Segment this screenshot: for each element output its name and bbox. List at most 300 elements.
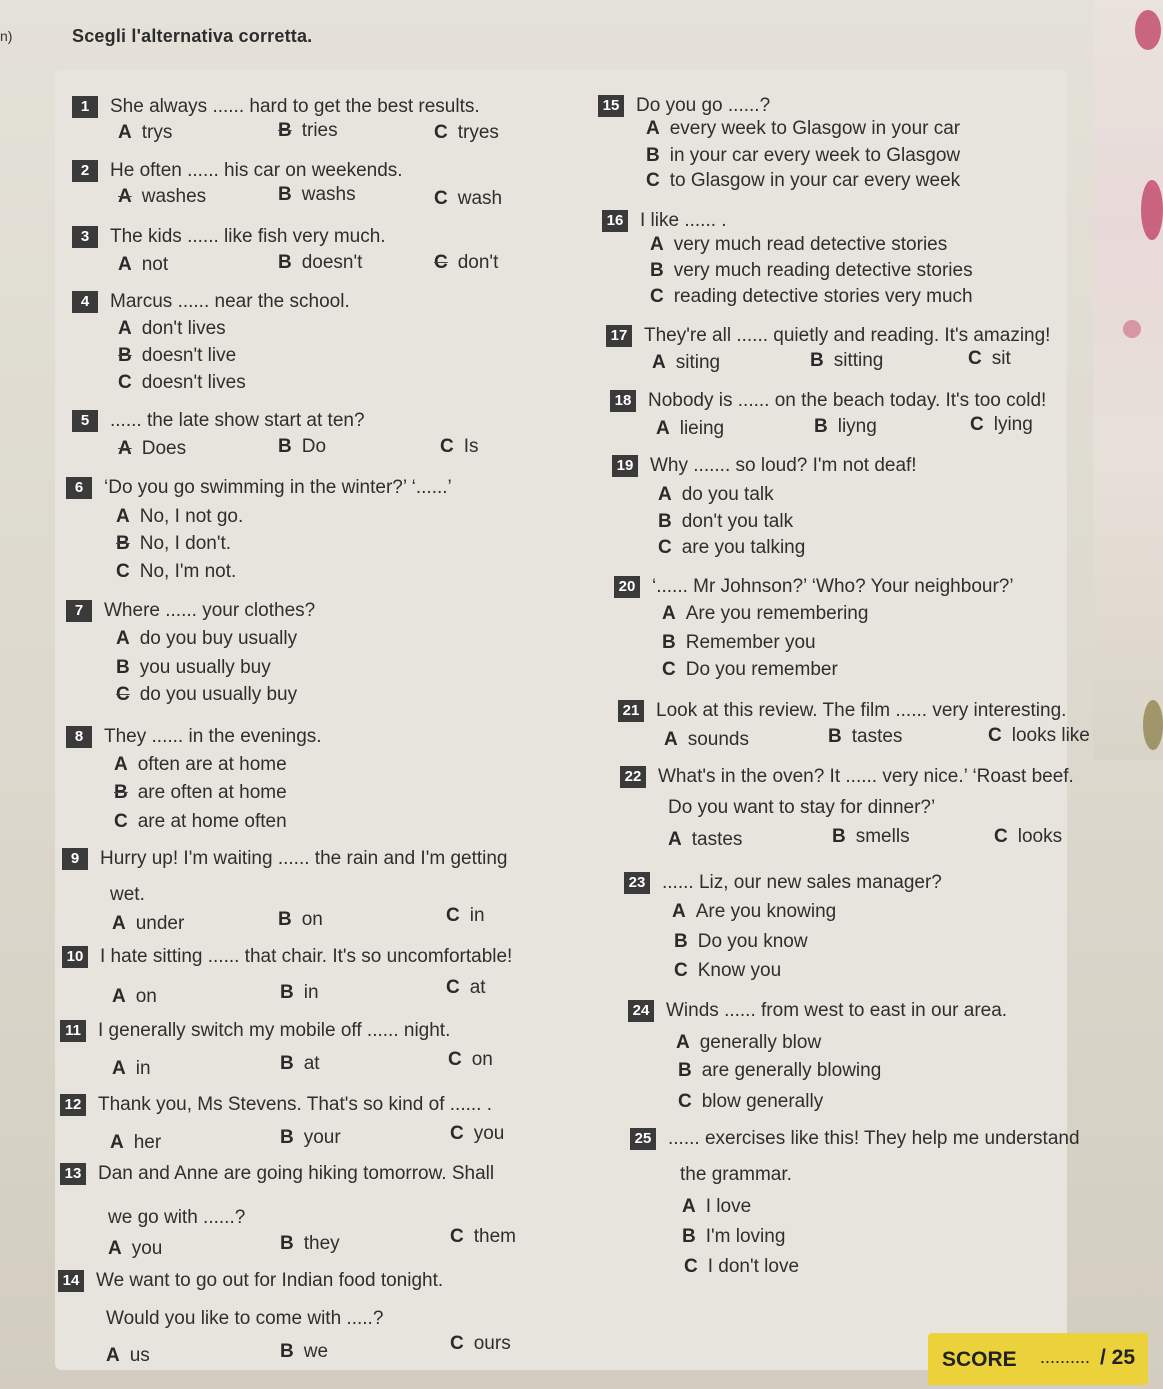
question-number-box: 21 [618,700,644,722]
option-letter: A [652,352,666,373]
option-letter: C [674,960,688,981]
option-letter: C [450,1123,464,1144]
option-text: generally blow [699,1032,822,1053]
option-text: blow generally [701,1091,824,1112]
question-text: Winds ...... from west to east in our area. [666,1000,1008,1021]
question-number-box: 7 [66,600,92,622]
answer-option-b[interactable] [674,931,808,953]
option-letter: A [668,829,682,850]
answer-option-b[interactable] [278,120,338,142]
option-letter: C [662,659,676,680]
answer-option-a[interactable] [682,1196,751,1218]
answer-option-c[interactable] [658,537,805,559]
answer-option-a[interactable] [112,1058,151,1080]
option-letter: B [810,350,824,371]
question-number-box: 9 [62,848,88,870]
option-letter: A [118,438,132,459]
option-text: us [129,1345,150,1366]
option-letter: B [832,826,846,847]
question-6 [66,477,452,499]
option-text: on [471,1049,493,1070]
option-text: doesn't live [141,345,237,366]
option-text: in your car every week to Glasgow [669,145,961,166]
question-text: They're all ...... quietly and reading. It's amazing! [644,325,1051,346]
question-18 [610,390,1046,412]
question-4 [72,291,350,313]
option-letter: C [988,725,1002,746]
option-letter: B [814,416,828,437]
option-text: very much reading detective stories [673,260,973,281]
option-text: Know you [697,960,782,981]
question-number-box: 11 [60,1020,86,1042]
option-text: Is [463,436,479,457]
option-text: don't lives [141,318,226,339]
answer-option-c[interactable] [650,286,973,308]
option-letter: A [646,118,660,139]
option-letter: A [112,986,126,1007]
answer-option-a[interactable] [118,254,168,276]
option-letter: B [278,436,292,457]
question-text: I generally switch my mobile off ...... night. [98,1020,451,1041]
answer-option-c[interactable] [434,122,499,144]
option-text: trys [141,122,173,143]
option-letter: C [994,826,1008,847]
option-text: I love [705,1196,752,1217]
answer-option-c[interactable] [646,170,960,192]
option-text: lieing [679,418,725,439]
question-text: I like ...... . [640,210,727,231]
answer-option-a[interactable] [106,1345,150,1367]
answer-option-c[interactable] [434,188,502,210]
question-number-box: 25 [630,1128,656,1150]
question-number-box: 4 [72,291,98,313]
option-text: you [473,1123,505,1144]
option-text: they [303,1233,340,1254]
option-letter: A [676,1032,690,1053]
option-text: not [141,254,169,275]
option-text: tastes [851,726,903,747]
question-text: Hurry up! I'm waiting ...... the rain and I'm getting [100,848,508,869]
option-letter: A [112,1058,126,1079]
option-letter: C [968,348,982,369]
question-8 [66,726,322,748]
answer-option-b[interactable] [280,1233,340,1255]
option-text: you usually buy [139,657,271,678]
answer-option-b[interactable] [810,350,883,372]
answer-option-c[interactable] [970,414,1033,436]
answer-option-c[interactable] [684,1256,799,1278]
option-letter: A [118,318,132,339]
question-text: ...... exercises like this! They help me understand [668,1128,1080,1149]
score-label: SCORE [942,1348,1017,1371]
option-letter: B [278,184,292,205]
question-number-box: 6 [66,477,92,499]
option-letter: A [664,729,678,750]
option-letter: C [118,372,132,393]
answer-option-a[interactable] [662,603,868,625]
question-text: Dan and Anne are going hiking tomorrow. Shall [98,1163,495,1184]
option-letter: C [440,436,454,457]
answer-option-c[interactable] [450,1123,504,1145]
answer-option-c[interactable] [662,659,838,681]
answer-option-b[interactable] [280,1127,341,1149]
option-letter: B [280,1127,294,1148]
option-text: doesn't [301,252,363,273]
answer-option-b[interactable] [662,632,816,654]
flower-decoration [1093,0,1163,760]
option-text: them [473,1226,516,1247]
answer-option-a[interactable] [676,1032,821,1054]
question-12 [60,1094,492,1116]
option-letter: C [450,1226,464,1247]
option-letter: B [682,1226,696,1247]
question-number-box: 23 [624,872,650,894]
question-1 [72,96,480,118]
option-letter: C [116,561,130,582]
answer-option-b[interactable] [828,726,902,748]
question-text: Nobody is ...... on the beach today. It's too cold! [648,390,1047,411]
answer-option-a[interactable] [110,1132,161,1154]
score-box [928,1333,1148,1385]
option-letter: A [656,418,670,439]
answer-option-a[interactable] [646,118,960,140]
answer-option-a[interactable] [112,913,184,935]
question-16 [602,210,727,232]
option-letter: B [650,260,664,281]
option-letter: B [278,909,292,930]
question-number-box: 8 [66,726,92,748]
answer-option-b[interactable] [832,826,910,848]
option-letter: C [650,286,664,307]
option-text: reading detective stories very much [673,286,973,307]
option-letter: B [118,345,132,366]
option-text: don't you talk [681,511,794,532]
question-number-box: 5 [72,410,98,432]
question-2 [72,160,403,182]
question-number-box: 20 [614,576,640,598]
option-letter: A [118,122,132,143]
option-text: are often at home [137,782,287,803]
option-letter: C [450,1333,464,1354]
question-number-box: 24 [628,1000,654,1022]
answer-option-a[interactable] [118,438,186,460]
option-text: are you talking [681,537,806,558]
question-text: ...... Liz, our new sales manager? [662,872,942,893]
option-text: doesn't lives [141,372,246,393]
answer-option-c[interactable] [440,436,479,458]
option-text: tries [301,120,338,141]
option-text: No, I'm not. [139,561,237,582]
question-text: ‘Do you go swimming in the winter?’ ‘......’ [104,477,452,498]
answer-option-c[interactable] [678,1091,823,1113]
question-number-box: 18 [610,390,636,412]
answer-option-a[interactable] [114,754,287,776]
question-7 [66,600,315,622]
question-14 [58,1270,443,1292]
answer-option-a[interactable] [650,234,947,256]
answer-option-b[interactable] [650,260,973,282]
option-text: Do [301,436,327,457]
question-number-box: 19 [612,455,638,477]
option-text: do you buy usually [139,628,298,649]
answer-option-c[interactable] [114,811,287,833]
answer-option-b[interactable] [658,511,793,533]
question-23 [624,872,942,894]
question-text: The kids ...... like fish very much. [110,226,386,247]
option-letter: B [674,931,688,952]
answer-option-c[interactable] [674,960,781,982]
question-text: ‘...... Mr Johnson?’ ‘Who? Your neighbour?’ [652,576,1014,597]
option-letter: A [106,1345,120,1366]
option-letter: C [446,905,460,926]
option-text: you [131,1238,163,1259]
option-letter: C [434,252,448,273]
answer-option-a[interactable] [116,628,297,650]
question-13 [60,1163,494,1185]
answer-option-c[interactable] [116,684,297,706]
answer-option-c[interactable] [446,905,485,927]
question-text: Why ....... so loud? I'm not deaf! [650,455,917,476]
option-letter: C [446,977,460,998]
answer-option-a[interactable] [118,186,206,208]
answer-option-b[interactable] [118,345,236,367]
option-letter: A [116,506,130,527]
answer-option-b[interactable] [682,1226,785,1248]
option-text: sit [991,348,1011,369]
answer-option-b[interactable] [278,252,362,274]
option-letter: B [116,533,130,554]
option-letter: B [280,1341,294,1362]
option-text: in [469,905,485,926]
option-text: often are at home [137,754,287,775]
answer-option-a[interactable] [652,352,720,374]
option-text: don't [457,252,499,273]
question-3 [72,226,386,248]
option-letter: B [116,657,130,678]
question-text: Where ...... your clothes? [104,600,316,621]
answer-option-c[interactable] [434,252,498,274]
option-letter: B [678,1060,692,1081]
option-letter: B [280,1233,294,1254]
answer-option-c[interactable] [968,348,1011,370]
option-text: to Glasgow in your car every week [669,170,961,191]
option-text: on [135,986,157,1007]
option-text: liyng [837,416,877,437]
answer-option-b[interactable] [646,145,960,167]
option-text: siting [675,352,721,373]
option-letter: C [646,170,660,191]
option-letter: A [662,603,676,624]
option-text: do you usually buy [139,684,298,705]
option-text: No, I not go. [139,506,244,527]
option-letter: C [434,188,448,209]
question-number-box: 10 [62,946,88,968]
score-total: / 25 [1100,1346,1136,1369]
answer-option-c[interactable] [994,826,1062,848]
answer-option-a[interactable] [668,829,742,851]
option-letter: A [112,913,126,934]
option-text: her [133,1132,162,1153]
option-letter: B [646,145,660,166]
corner-mark: n) [0,28,13,44]
option-text: every week to Glasgow in your car [669,118,961,139]
answer-option-c[interactable] [448,1049,493,1071]
question-number-box: 22 [620,766,646,788]
option-text: looks [1017,826,1063,847]
option-text: Are you remembering [685,603,869,624]
question-text-continuation: wet. [110,884,145,905]
question-19 [612,455,917,477]
answer-option-b[interactable] [814,416,877,438]
option-text: No, I don't. [139,533,232,554]
option-text: wash [457,188,503,209]
option-text: Remember you [685,632,816,653]
option-text: in [135,1058,151,1079]
answer-option-c[interactable] [988,725,1090,747]
option-letter: C [448,1049,462,1070]
option-letter: C [684,1256,698,1277]
question-number-box: 15 [598,95,624,117]
question-21 [618,700,1066,722]
option-text: Do you know [697,931,808,952]
question-text: I hate sitting ...... that chair. It's so uncomfortable! [100,946,513,967]
answer-option-a[interactable] [658,484,774,506]
option-text: tryes [457,122,499,143]
option-text: washs [301,184,356,205]
option-letter: A [110,1132,124,1153]
question-text: He often ...... his car on weekends. [110,160,403,181]
option-letter: B [278,252,292,273]
question-number-box: 16 [602,210,628,232]
question-text: We want to go out for Indian food tonight. [96,1270,444,1291]
answer-option-c[interactable] [450,1226,516,1248]
question-text: Thank you, Ms Stevens. That's so kind of ...... . [98,1094,493,1115]
answer-option-b[interactable] [116,533,231,555]
option-letter: B [278,120,292,141]
option-letter: C [434,122,448,143]
answer-option-b[interactable] [278,436,326,458]
option-letter: B [658,511,672,532]
option-letter: A [118,186,132,207]
option-letter: C [114,811,128,832]
option-text: are at home often [137,811,287,832]
option-letter: B [114,782,128,803]
answer-option-a[interactable] [108,1238,162,1260]
option-letter: C [970,414,984,435]
question-25 [630,1128,1080,1150]
instructions-title: Scegli l'alternativa corretta. [72,26,313,46]
question-number-box: 14 [58,1270,84,1292]
option-text: at [303,1053,320,1074]
question-text: Do you go ......? [636,95,771,116]
answer-option-a[interactable] [118,318,226,340]
option-text: very much read detective stories [673,234,948,255]
question-text: She always ...... hard to get the best results. [110,96,480,117]
option-letter: A [114,754,128,775]
answer-option-c[interactable] [116,561,236,583]
answer-option-b[interactable] [278,909,323,931]
answer-option-b[interactable] [280,1053,320,1075]
option-letter: B [828,726,842,747]
question-text: Marcus ...... near the school. [110,291,350,312]
question-number-box: 13 [60,1163,86,1185]
question-text: They ...... in the evenings. [104,726,322,747]
question-number-box: 3 [72,226,98,248]
option-text: under [135,913,185,934]
option-letter: A [672,901,686,922]
question-24 [628,1000,1007,1022]
option-letter: B [280,1053,294,1074]
question-text: ...... the late show start at ten? [110,410,365,431]
option-letter: C [116,684,130,705]
option-text: I'm loving [705,1226,786,1247]
answer-option-a[interactable] [656,418,724,440]
option-text: washes [141,186,207,207]
option-text: sounds [687,729,750,750]
option-text: your [303,1127,341,1148]
answer-option-b[interactable] [280,982,319,1004]
answer-option-a[interactable] [116,506,243,528]
question-20 [614,576,1014,598]
option-letter: B [662,632,676,653]
option-text: in [303,982,319,1003]
answer-option-a[interactable] [664,729,749,751]
option-letter: A [650,234,664,255]
question-text: What's in the oven? It ...... very nice.’ ‘Roast beef. [658,766,1074,787]
question-9 [62,848,508,870]
question-number-box: 12 [60,1094,86,1116]
question-text-continuation: we go with ......? [108,1207,246,1228]
answer-option-b[interactable] [280,1341,328,1363]
option-text: Does [141,438,187,459]
answer-option-c[interactable] [450,1333,511,1355]
question-text: Look at this review. The film ...... very interesting. [656,700,1067,721]
score-answer-blank: .......... [1040,1347,1091,1367]
option-text: do you talk [681,484,774,505]
option-text: Are you knowing [695,901,837,922]
answer-option-b[interactable] [116,657,271,679]
question-text-continuation: Would you like to come with .....? [106,1308,384,1329]
question-11 [60,1020,450,1042]
option-letter: B [280,982,294,1003]
option-text: on [301,909,323,930]
question-number-box: 17 [606,325,632,347]
option-text: Do you remember [685,659,838,680]
option-text: lying [993,414,1033,435]
question-15 [598,95,770,117]
question-text-continuation: Do you want to stay for dinner?’ [668,797,936,818]
answer-option-a[interactable] [672,901,836,923]
answer-option-a[interactable] [112,986,157,1008]
answer-option-a[interactable] [118,122,172,144]
answer-option-c[interactable] [446,977,486,999]
question-number-box: 2 [72,160,98,182]
option-text: are generally blowing [701,1060,882,1081]
option-text: ours [473,1333,511,1354]
question-number-box: 1 [72,96,98,118]
answer-option-b[interactable] [678,1060,881,1082]
answer-option-b[interactable] [114,782,287,804]
question-text-continuation: the grammar. [680,1164,792,1185]
answer-option-b[interactable] [278,184,356,206]
option-letter: C [658,537,672,558]
option-letter: A [116,628,130,649]
answer-option-c[interactable] [118,372,246,394]
option-text: at [469,977,486,998]
question-22 [620,766,1074,788]
option-text: smells [855,826,910,847]
option-text: I don't love [707,1256,800,1277]
